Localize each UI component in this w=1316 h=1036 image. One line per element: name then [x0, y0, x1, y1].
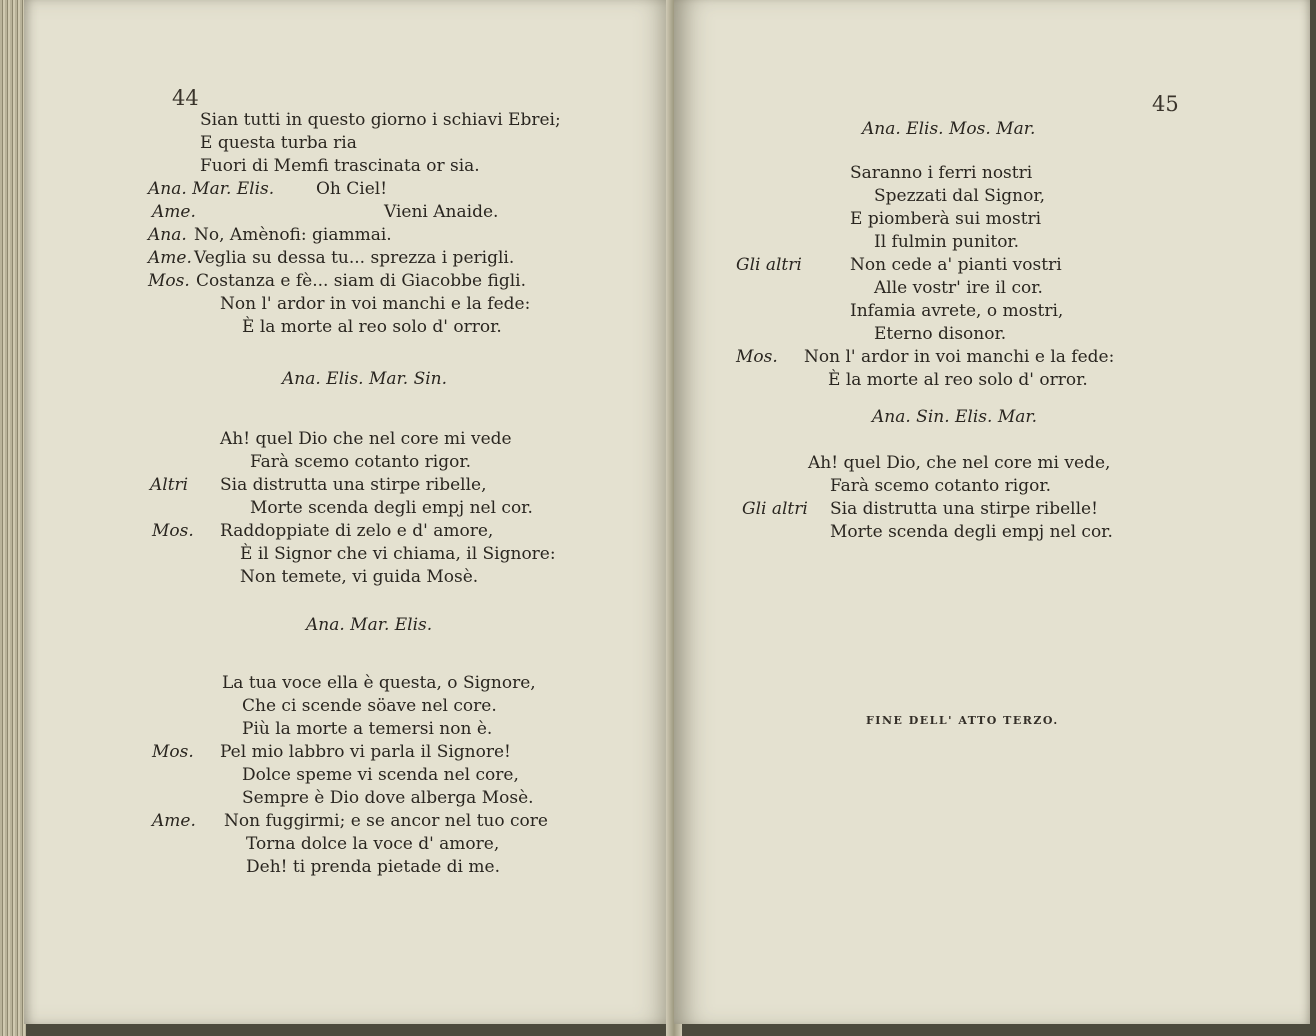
speaker-label: Mos.	[152, 742, 194, 762]
verse-line: Non cede a' pianti vostri	[850, 255, 1062, 275]
verse-line: Spezzati dal Signor,	[874, 186, 1045, 206]
section-heading: Ana. Mar. Elis.	[306, 615, 433, 635]
verse-line: Morte scenda degli empj nel cor.	[250, 498, 533, 518]
act-ending: FINE DELL' ATTO TERZO.	[866, 714, 1059, 727]
page-number: 44	[172, 86, 199, 110]
verse-line: E piomberà sui mostri	[850, 209, 1042, 229]
page-number: 45	[1152, 92, 1179, 116]
verse-line: La tua voce ella è questa, o Signore,	[222, 673, 536, 693]
verse-line: È la morte al reo solo d' orror.	[242, 317, 502, 337]
speaker-label: Mos.	[148, 271, 190, 291]
verse-line: Dolce speme vi scenda nel core,	[242, 765, 519, 785]
speaker-label: Ana. Mar. Elis.	[148, 179, 275, 199]
section-heading: Ana. Sin. Elis. Mar.	[872, 407, 1038, 427]
verse-line: Ah! quel Dio, che nel core mi vede,	[808, 453, 1111, 473]
verse-line: Non l' ardor in voi manchi e la fede:	[220, 294, 531, 314]
speaker-label: Gli altri	[736, 255, 802, 275]
verse-line: No, Amènofi: giammai.	[194, 225, 392, 245]
verse-line: Non l' ardor in voi manchi e la fede:	[804, 347, 1115, 367]
speaker-label: Ame.	[148, 248, 192, 268]
speaker-label: Altri	[150, 475, 189, 495]
speaker-label: Ame.	[152, 811, 196, 831]
verse-line: Eterno disonor.	[874, 324, 1007, 344]
speaker-label: Ana.	[148, 225, 187, 245]
verse-line: È il Signor che vi chiama, il Signore:	[240, 544, 556, 564]
verse-line: Sian tutti in questo giorno i schiavi Ebrei;	[200, 110, 561, 130]
verse-line: Che ci scende söave nel core.	[242, 696, 497, 716]
verse-line: Deh! ti prenda pietade di me.	[246, 857, 500, 877]
verse-line: E questa turba ria	[200, 133, 357, 153]
section-heading: Ana. Elis. Mos. Mar.	[862, 119, 1036, 139]
section-heading: Ana. Elis. Mar. Sin.	[282, 369, 448, 389]
verse-line: Non fuggirmi; e se ancor nel tuo core	[224, 811, 548, 831]
verse-line: Raddoppiate di zelo e d' amore,	[220, 521, 494, 541]
verse-line: Vieni Anaide.	[384, 202, 499, 222]
verse-line: Infamia avrete, o mostri,	[850, 301, 1064, 321]
verse-line: Il fulmin punitor.	[874, 232, 1020, 252]
verse-line: Saranno i ferri nostri	[850, 163, 1033, 183]
verse-line: È la morte al reo solo d' orror.	[828, 370, 1088, 390]
verse-line: Veglia su dessa tu... sprezza i perigli.	[194, 248, 515, 268]
speaker-label: Gli altri	[742, 499, 808, 519]
page-edges	[0, 0, 26, 1036]
verse-line: Fuori di Memfi trascinata or sia.	[200, 156, 480, 176]
verse-line: Torna dolce la voce d' amore,	[246, 834, 500, 854]
verse-line: Farà scemo cotanto rigor.	[830, 476, 1051, 496]
verse-line: Sia distrutta una stirpe ribelle!	[830, 499, 1098, 519]
verse-line: Farà scemo cotanto rigor.	[250, 452, 471, 472]
verse-line: Sempre è Dio dove alberga Mosè.	[242, 788, 534, 808]
verse-line: Oh Ciel!	[316, 179, 388, 199]
left-page	[24, 0, 674, 1024]
verse-line: Più la morte a temersi non è.	[242, 719, 493, 739]
speaker-label: Mos.	[736, 347, 778, 367]
verse-line: Pel mio labbro vi parla il Signore!	[220, 742, 511, 762]
verse-line: Ah! quel Dio che nel core mi vede	[220, 429, 512, 449]
verse-line: Sia distrutta una stirpe ribelle,	[220, 475, 487, 495]
speaker-label: Mos.	[152, 521, 194, 541]
speaker-label: Ame.	[152, 202, 196, 222]
right-page	[674, 0, 1310, 1024]
verse-line: Alle vostr' ire il cor.	[874, 278, 1043, 298]
verse-line: Morte scenda degli empj nel cor.	[830, 522, 1113, 542]
verse-line: Non temete, vi guida Mosè.	[240, 567, 479, 587]
verse-line: Costanza e fè... siam di Giacobbe figli.	[196, 271, 526, 291]
